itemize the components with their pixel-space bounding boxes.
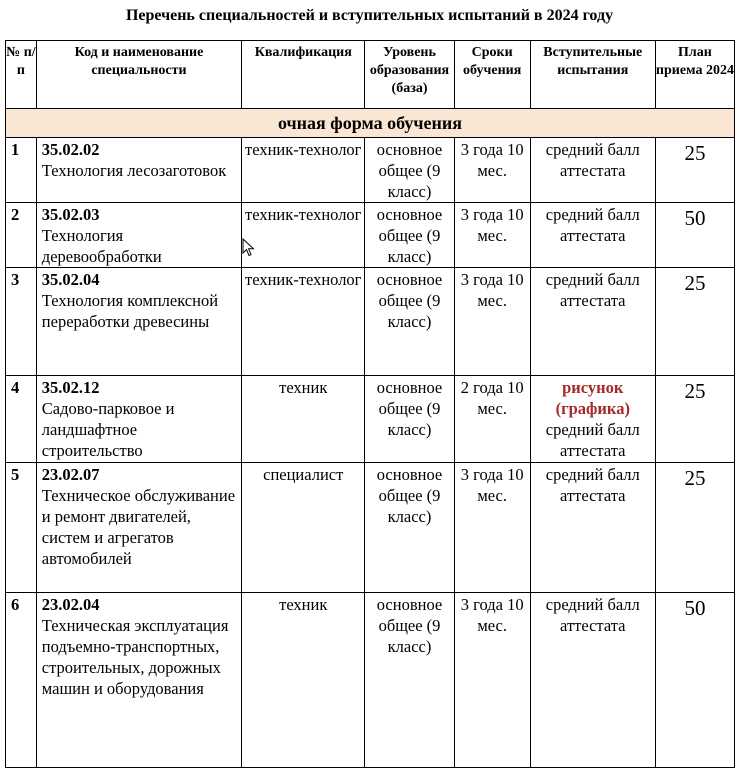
entrance-exams (530, 463, 655, 593)
qualification: специалист (242, 463, 365, 593)
admission-plan: 25 (655, 376, 734, 463)
row-number: 1 (6, 138, 37, 203)
table-row (6, 593, 735, 768)
admission-plan: 25 (655, 463, 734, 593)
exam-main: средний балл аттестата (545, 420, 640, 460)
education-level: основное общее (9 класс) (365, 376, 454, 463)
study-term: 2 года 10 мес. (454, 376, 530, 463)
specialty-code: 35.02.12 (41, 378, 100, 397)
header-term: Сроки обучения (454, 41, 530, 109)
entrance-exams (530, 268, 655, 376)
qualification: техник (242, 376, 365, 463)
table-row (6, 203, 735, 268)
admission-plan: 25 (655, 268, 734, 376)
mouse-cursor-icon (242, 238, 256, 258)
admission-plan: 50 (655, 593, 734, 768)
study-term: 3 года 10 мес. (454, 268, 530, 376)
entrance-exams (530, 593, 655, 768)
header-plan: План приема 2024 (655, 41, 734, 109)
education-level: основное общее (9 класс) (365, 138, 454, 203)
entrance-exams (530, 138, 655, 203)
row-number: 5 (6, 463, 37, 593)
study-term: 3 года 10 мес. (454, 138, 530, 203)
specialty-cell (36, 203, 241, 268)
table-header-row (6, 41, 735, 109)
qualification: техник (242, 593, 365, 768)
specialty-code: 35.02.04 (41, 270, 100, 289)
row-number: 3 (6, 268, 37, 376)
row-number: 6 (6, 593, 37, 768)
specialty-code: 35.02.02 (41, 140, 100, 159)
exam-main: средний балл аттестата (545, 595, 640, 635)
specialty-cell (36, 138, 241, 203)
specialty-cell (36, 376, 241, 463)
exam-main: средний балл аттестата (545, 465, 640, 505)
specialty-name: Техническое обслуживание и ремонт двигателей, систем и агрегатов автомобилей (41, 486, 236, 568)
specialty-name: Технология деревообработки (41, 226, 162, 266)
education-level: основное общее (9 класс) (365, 203, 454, 268)
row-number: 2 (6, 203, 37, 268)
qualification: техник-технолог (242, 203, 365, 268)
specialty-cell (36, 593, 241, 768)
specialty-cell (36, 268, 241, 376)
specialty-cell (36, 463, 241, 593)
study-term: 3 года 10 мес. (454, 203, 530, 268)
education-level: основное общее (9 класс) (365, 268, 454, 376)
entrance-exams (530, 376, 655, 463)
study-term: 3 года 10 мес. (454, 463, 530, 593)
specialty-code: 23.02.04 (41, 595, 100, 614)
specialty-code: 35.02.03 (41, 205, 100, 224)
exam-main: средний балл аттестата (545, 140, 640, 180)
exam-extra: рисунок (графика) (555, 378, 630, 418)
header-qual: Квалификация (242, 41, 365, 109)
specialty-name: Технология лесозаготовок (41, 161, 227, 180)
qualification: техник-технолог (242, 268, 365, 376)
header-spec: Код и наименование специальности (36, 41, 241, 109)
page-title: Перечень специальностей и вступительных испытаний в 2024 году (125, 7, 614, 24)
table-row (6, 376, 735, 463)
specialty-name: Техническая эксплуатация подъемно-транспортных, строительных, дорожных машин и оборудования (41, 616, 229, 698)
specialties-table (5, 40, 735, 768)
row-number: 4 (6, 376, 37, 463)
section-row (6, 109, 735, 138)
entrance-exams (530, 203, 655, 268)
education-level: основное общее (9 класс) (365, 463, 454, 593)
admission-plan: 50 (655, 203, 734, 268)
exam-main: средний балл аттестата (545, 205, 640, 245)
header-num: № п/п (6, 41, 37, 109)
header-level: Уровень образования (база) (365, 41, 454, 109)
admission-plan: 25 (655, 138, 734, 203)
header-exams: Вступительные испытания (530, 41, 655, 109)
study-term: 3 года 10 мес. (454, 593, 530, 768)
education-level: основное общее (9 класс) (365, 593, 454, 768)
table-row (6, 463, 735, 593)
table-row (6, 138, 735, 203)
specialty-name: Садово-парковое и ландшафтное строительство (41, 399, 175, 460)
specialty-code: 23.02.07 (41, 465, 100, 484)
qualification: техник-технолог (242, 138, 365, 203)
table-row (6, 268, 735, 376)
exam-main: средний балл аттестата (545, 270, 640, 310)
specialty-name: Технология комплексной переработки древесины (41, 291, 219, 331)
section-title: очная форма обучения (6, 109, 735, 138)
